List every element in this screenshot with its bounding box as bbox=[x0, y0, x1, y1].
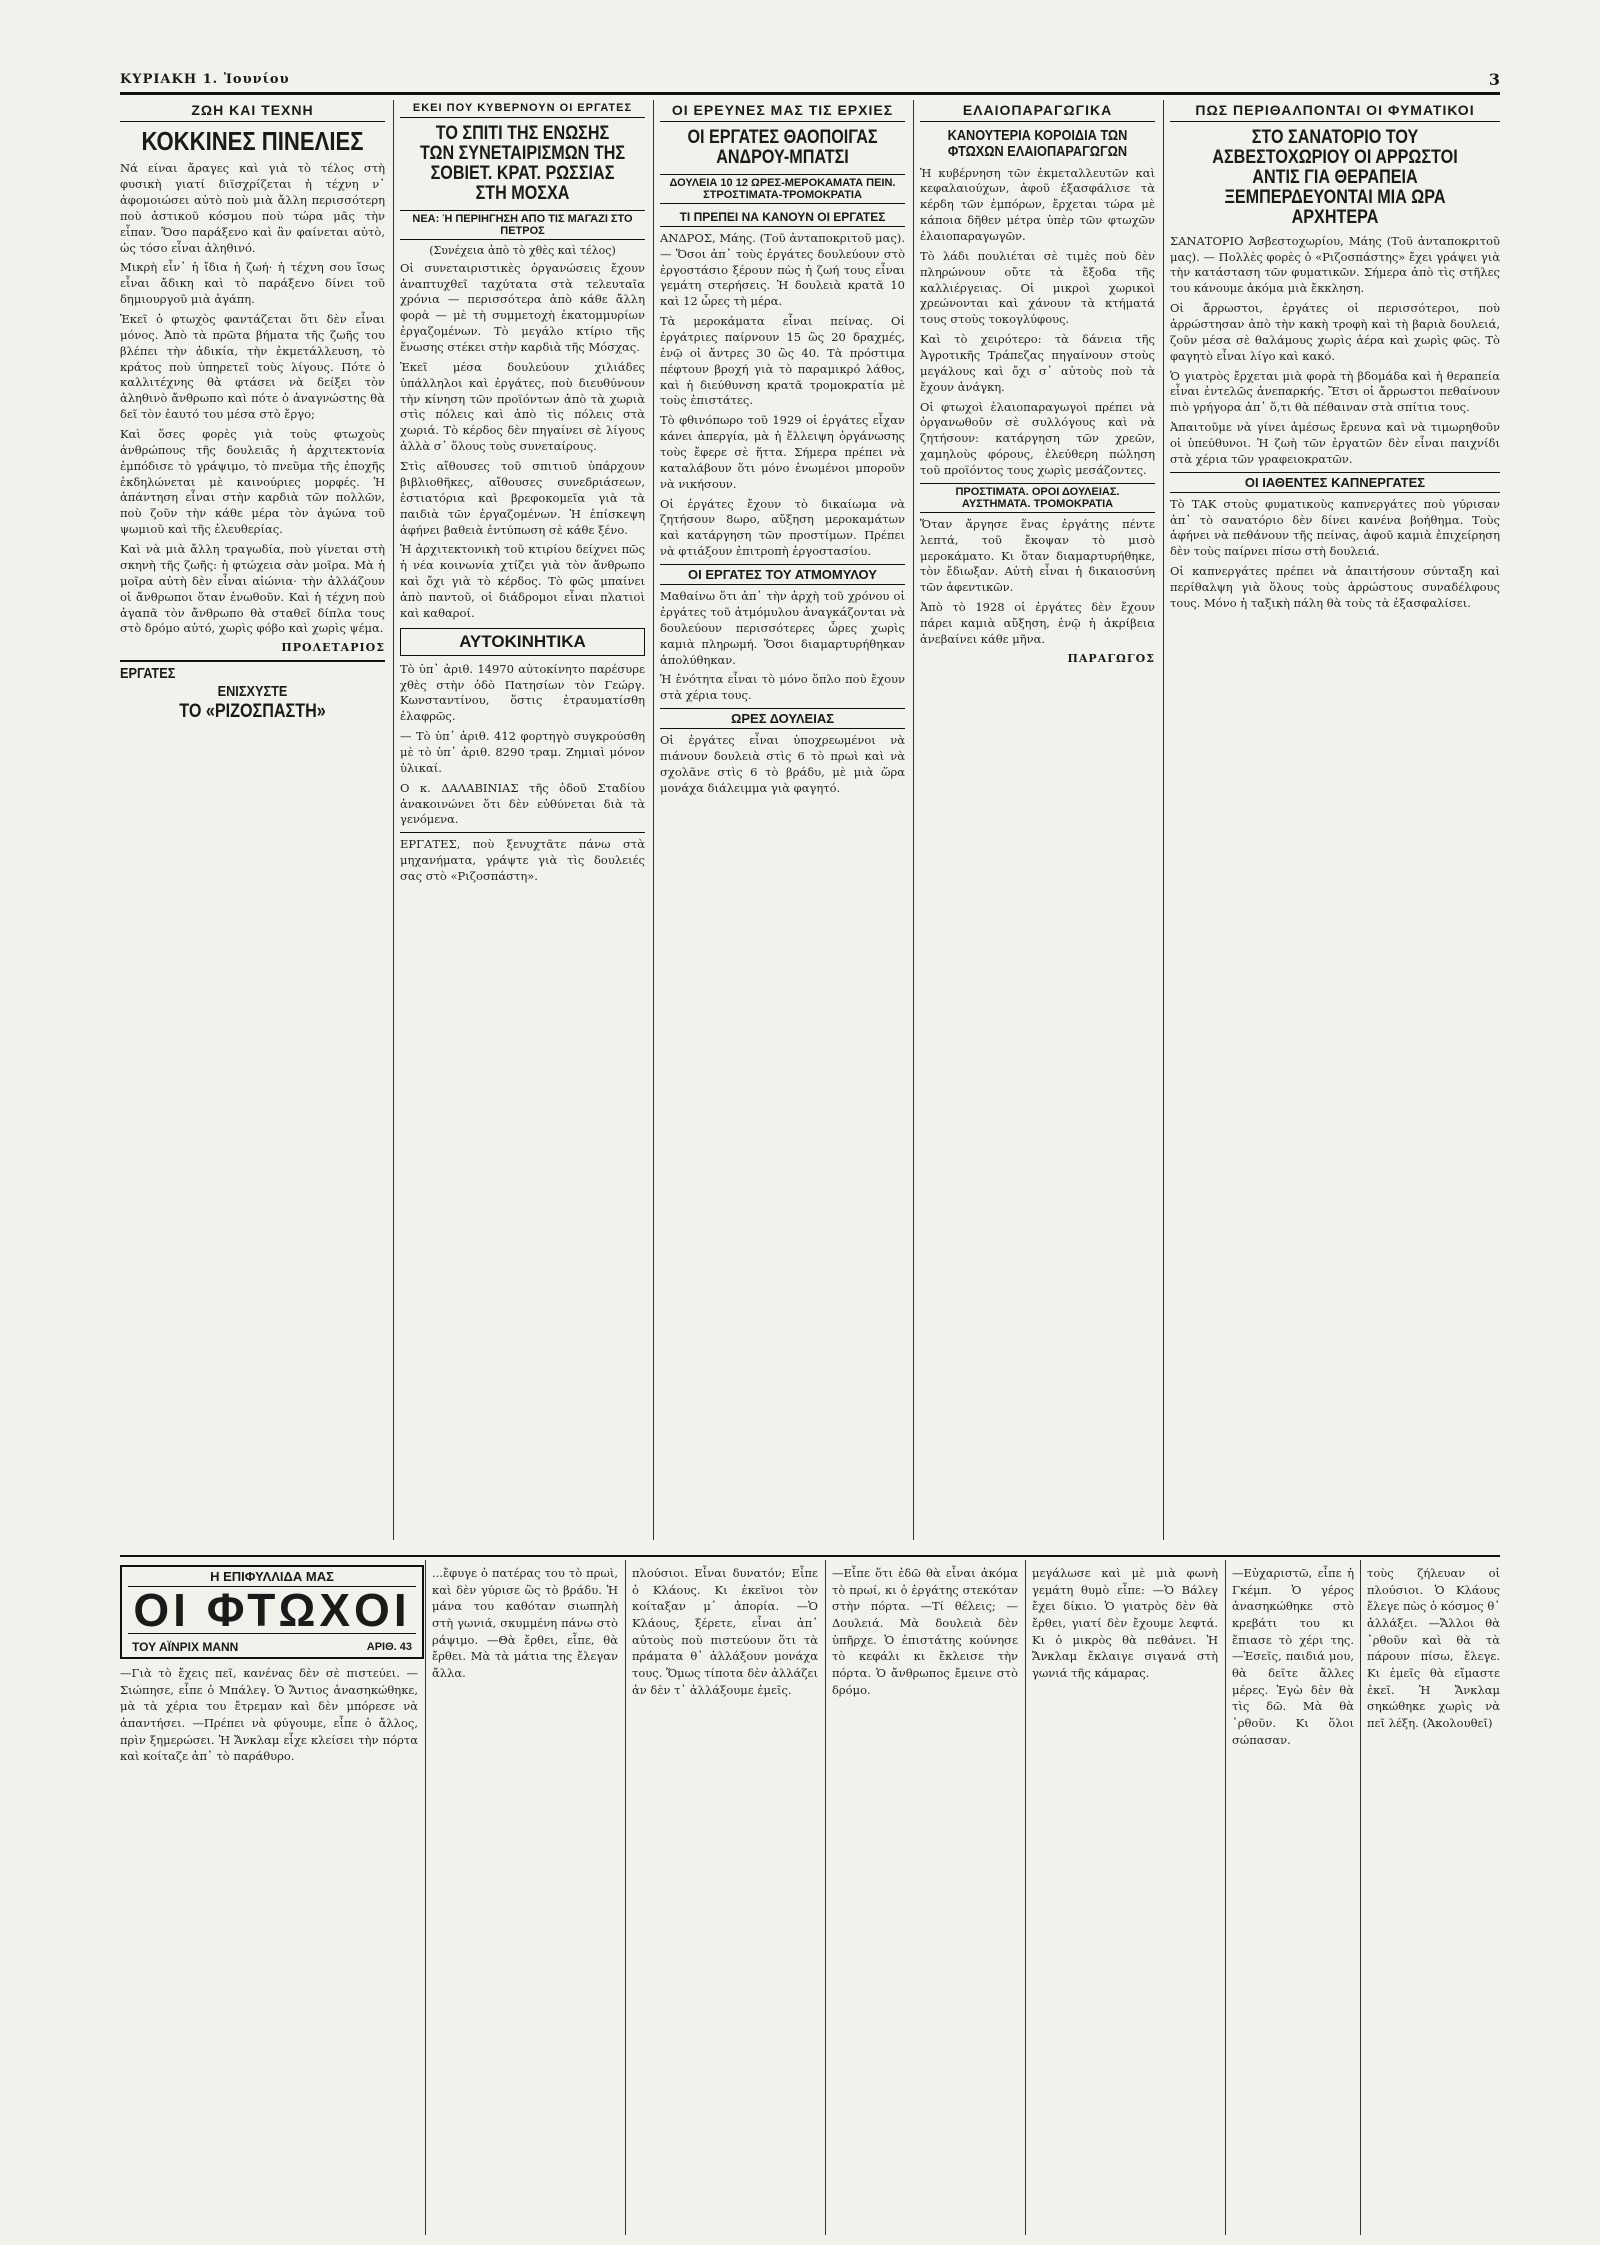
column-soviet-union bbox=[400, 100, 645, 1550]
section-heading-tobacco: ΟΙ ΙΑΘΕΝΤΕΣ ΚΑΠΝΕΡΓΑΤΕΣ bbox=[1170, 472, 1500, 493]
article-paragraph: Ἐκεῖ ὁ φτωχὸς φαντάζεται ὅτι δὲν εἶναι μόνος. Ἀπὸ τὰ πρῶτα βήματα τῆς ζωῆς του βλέπει τὴν ἀδικία, τὴν ἐκμετάλλευση, τὸ κράτος ποὺ ὑπηρετεῖ τοὺς λίγους. Πότε ὁ καλλιτέχνης θὰ φτάσει νὰ δείξει τὸν ἀληθινὸ ἄνθρωπο καὶ πότε ὁ ἀναγνώστης θὰ δεῖ τὸν ἑαυτό του μέσα στὸ ἔργο; bbox=[120, 312, 385, 422]
article-subheadline: ΔΟΥΛΕΙΑ 10 12 ΩΡΕΣ-ΜΕΡΟΚΑΜΑΤΑ ΠΕΙΝ. ΣΤΡΟΣΤΙΜΑΤΑ-ΤΡΟΜΟΚΡΑΤΙΑ bbox=[660, 174, 905, 204]
serial-text: —Εἶπε ὅτι ἐδῶ θὰ εἶναι ἀκόμα τὸ πρωί, κι ὁ ἐργάτης στεκόταν στὴν πόρτα. —Τί θέλεις; —Δουλειά. Μὰ δουλειὰ δὲν ὑπῆρχε. Ὁ ἐπιστάτης κούνησε τὸ κεφάλι κι ἔκλεισε τὴν πόρτα. Ὁ ἄνθρωπος ἔμεινε στὸ δρόμο. bbox=[832, 1566, 1018, 1697]
serial-column bbox=[1032, 1565, 1218, 2235]
section-heading-auto: ΑΥΤΟΚΙΝΗΤΙΚΑ bbox=[400, 628, 645, 656]
section-heading-fines: ΠΡΟΣΤΙΜΑΤΑ. ΟΡΟΙ ΔΟΥΛΕΙΑΣ. ΑΥΣΤΗΜΑΤΑ. ΤΡΟΜΟΚΡΑΤΙΑ bbox=[920, 483, 1155, 513]
serial-text: ...ἔφυγε ὁ πατέρας του τὸ πρωὶ, καὶ δὲν γύρισε ὣς τὸ βράδυ. Ἡ μάνα του καθόταν σιωπηλὴ στὴ γωνιά, σκυμμένη πάνω στὸ ράψιμο. —Θὰ ἔρθει, εἶπε, θὰ ἔρθει. Μὰ τὰ μάτια της ἔλεγαν ἄλλα. bbox=[432, 1566, 618, 1681]
article-paragraph: — Τὸ ὑπ᾽ ἀριθ. 412 φορτηγὸ συγκρούσθη μὲ τὸ ὑπ᾽ ἀριθ. 8290 τραμ. Ζημιαὶ μόνον ὑλικαί. bbox=[400, 729, 645, 775]
serial-column bbox=[432, 1565, 618, 2235]
page-number: 3 bbox=[1488, 70, 1500, 89]
serial-title-box bbox=[120, 1565, 424, 1659]
article-paragraph: Καὶ τὸ χειρότερο: τὰ δάνεια τῆς Ἀγροτικῆς Τράπεζας πηγαίνουν στοὺς μεγάλους καὶ ὄχι σ᾽ αὐτοὺς ποὺ τὰ ἔχουν ἀνάγκη. bbox=[920, 332, 1155, 394]
section-heading-hours: ΩΡΕΣ ΔΟΥΛΕΙΑΣ bbox=[660, 708, 905, 729]
column-rule bbox=[425, 1560, 426, 2235]
fold-rule bbox=[120, 1555, 1500, 1557]
article-paragraph: Οἱ συνεταιριστικὲς ὀργανώσεις ἔχουν ἀναπτυχθεῖ ταχύτατα στὰ τελευταῖα χρόνια — περισσότερα ἀπὸ κάθε ἄλλη φορὰ — μὲ τὴ συμμετοχὴ ἑκατομμυρίων ἐργαζομένων. Τὸ μεγάλο κτίριο τῆς ἕνωσης στέκει στὴν καρδιὰ τῆς Μόσχας. bbox=[400, 260, 645, 355]
column-rule bbox=[393, 100, 394, 1540]
section-kicker: ΟΙ ΕΡΕΥΝΕΣ ΜΑΣ ΤΙΣ ΕΡΧΙΕΣ bbox=[660, 100, 905, 122]
serial-text: τοὺς ζήλευαν οἱ πλούσιοι. Ὁ Κλάους ἔλεγε πὼς ὁ κόσμος θ᾽ ἀλλάξει. —Ἄλλοι θὰ ᾽ρθοῦν καὶ θὰ τὰ πάρουν πίσω, ἔλεγε. Κι ἐμεῖς θὰ εἴμαστε ἐκεῖ. Ἡ Ἄνκλαμ σηκώθηκε χωρὶς νὰ πεῖ λέξη. (Ἀκολουθεῖ) bbox=[1367, 1566, 1500, 1731]
column-rule bbox=[625, 1560, 626, 2235]
serial-column bbox=[120, 1665, 418, 2235]
section-kicker: ΕΚΕΙ ΠΟΥ ΚΥΒΕΡΝΟΥΝ ΟΙ ΕΡΓΑΤΕΣ bbox=[400, 100, 645, 118]
article-paragraph: ΑΝΔΡΟΣ, Μάης. (Τοῦ ἀνταποκριτοῦ μας). — Ὅσοι ἀπ᾽ τοὺς ἐργάτες δουλεύουν στὸ ἐργοστάσιο ξέρουν πὼς ἡ ζωή τους εἶναι γεμάτη στερήσεις. Ἡ δουλειὰ κρατᾶ 10 καὶ 12 ὧρες τὴ μέρα. bbox=[660, 230, 905, 309]
article-subheadline-2: ΤΙ ΠΡΕΠΕΙ ΝΑ ΚΑΝΟΥΝ ΟΙ ΕΡΓΑΤΕΣ bbox=[660, 208, 905, 227]
masthead-date: ΚΥΡΙΑΚΗ 1. Ἰουνίου bbox=[120, 72, 290, 87]
section-heading-mill: ΟΙ ΕΡΓΑΤΕΣ ΤΟΥ ΑΤΜΟΜΥΛΟΥ bbox=[660, 564, 905, 585]
article-paragraph: Οἱ φτωχοὶ ἐλαιοπαραγωγοὶ πρέπει νὰ ὀργανωθοῦν σὲ συλλόγους καὶ νὰ ζητήσουν: κατάργηση τῶν χρεῶν, χαμηλοὺς φόρους, ἐλεύθερη πώληση τοῦ προϊόντος τους χωρὶς μεσάζοντες. bbox=[920, 399, 1155, 477]
article-headline: ΚΑΝΟΥΤΕΡΙΑ ΚΟΡΟΙΔΙΑ ΤΩΝ ΦΤΩΧΩΝ ΕΛΑΙΟΠΑΡΑΓΩΓΩΝ bbox=[947, 127, 1128, 160]
article-headline: ΤΟ ΣΠΙΤΙ ΤΗΣ ΕΝΩΣΗΣ ΤΩΝ ΣΥΝΕΤΑΙΡΙΣΜΩΝ ΤΗΣ ΣΟΒΙΕΤ. ΚΡΑΤ. ΡΩΣΣΙΑΣ ΣΤΗ ΜΟΣΧΑ bbox=[419, 123, 626, 204]
article-headline: ΟΙ ΕΡΓΑΤΕΣ ΘΑΟΠΟΙΓΑΣ ΑΝΔΡΟΥ-ΜΠΑΤΣΙ bbox=[687, 127, 878, 168]
serial-label: Η ΕΠΙΦΥΛΛΙΔΑ ΜΑΣ bbox=[210, 1569, 334, 1584]
article-paragraph: Καὶ ὅσες φορὲς γιὰ τοὺς φτωχοὺς ἀνθρώπους τῆς δουλειᾶς ἡ ἀρχιτεκτονία ἐμπόδισε τὸ γράψιμο, τὸ πνεῦμα τῆς ἐποχῆς ἐκδηλώνεται μὲ καινούριες μορφές. Ἡ ἀπάντηση εἶναι στὴν καρδιὰ τῶν πολλῶν, ποὺ ζοῦν τὴν κάθε μέρα τὸν ἀγώνα τοῦ ψωμιοῦ καὶ τῆς ἐλευθερίας. bbox=[120, 427, 385, 537]
article-paragraph: ΣΑΝΑΤΟΡΙΟ Ἀσβεστοχωρίου, Μάης (Τοῦ ἀνταποκριτοῦ μας). — Πολλὲς φορὲς ὁ «Ριζοσπάστης» ἔχει γράψει γιὰ τὴν κατάσταση τῶν φυματικῶν. Σήμερα ἀπὸ τὶς στῆλες του κάνουμε ἀκόμα μιὰ ἔκκληση. bbox=[1170, 233, 1500, 296]
article-paragraph: Ἀπαιτοῦμε νὰ γίνει ἀμέσως ἔρευνα καὶ νὰ τιμωρηθοῦν οἱ ὑπεύθυνοι. Ἡ ζωὴ τῶν ἐργατῶν δὲν εἶναι παιχνίδι στὰ χέρια τῶν γραφειοκρατῶν. bbox=[1170, 420, 1500, 466]
column-art-life bbox=[120, 100, 385, 1550]
column-sanatorium bbox=[1170, 100, 1500, 1550]
column-rule bbox=[1360, 1560, 1361, 2235]
serial-column bbox=[1367, 1565, 1500, 2235]
article-paragraph: Νά είναι ἄραγες καὶ γιὰ τὸ τέλος στὴ φυσικὴ γιατί διϊσχρίζεται ἡ τέχνη ν᾽ ἀφομοιώσει αὐτὸ ποὺ μιὰ ἄλλη περισσότερη ποὺ ἀστικοῦ κόσμου ποὺ τώρα μᾶς τὴν εἶπαν. Ὅσο παράξενο καὶ ἂν φαίνεται αὐτὸ, ὡς τόσο εἶναι ἀληθινό. bbox=[120, 161, 385, 255]
article-paragraph: ΕΡΓΑΤΕΣ, ποὺ ξενυχτᾶτε πάνω στὰ μηχανήματα, γράψτε γιὰ τὶς δουλειές σας στὸ «Ριζοσπάστη». bbox=[400, 832, 645, 885]
article-paragraph: Μικρὴ εἶν᾽ ἡ ἴδια ἡ ζωή· ἡ τέχνη σου ἴσως εἶναι ἄδικη καὶ τὸ παράξενο δίνει τοῦ δημιουργοῦ μιὰ ἀγάπη. bbox=[120, 260, 385, 307]
article-paragraph: Ἡ κυβέρνηση τῶν ἐκμεταλλευτῶν καὶ κεφαλαιούχων, ἀφοῦ ἐξασφάλισε τὰ κέρδη τῶν ἐμπόρων, ἔρχεται τώρα μὲ κάποια δῆθεν μέτρα ὑπὲρ τῶν φτωχῶν ἐλαιοπαραγωγῶν. bbox=[920, 165, 1155, 243]
column-rule bbox=[1163, 100, 1164, 1540]
column-rule bbox=[1225, 1560, 1226, 2235]
article-signature: ΠΑΡΑΓΩΓΟΣ bbox=[1067, 651, 1155, 665]
serial-episode: ΑΡΙΘ. 43 bbox=[366, 1641, 412, 1653]
serial-author: ΤΟΥ ΑΪΝΡΙΧ ΜΑΝΝ bbox=[132, 1640, 239, 1654]
article-headline: ΣΤΟ ΣΑΝΑΤΟΡΙΟ ΤΟΥ ΑΣΒΕΣΤΟΧΩΡΙΟΥ ΟΙ ΑΡΡΩΣΤΟΙ ΑΝΤΙΣ ΓΙΑ ΘΕΡΑΠΕΙΑ ΞΕΜΠΕΡΔΕΥΟΝΤΑΙ ΜΙΑ ΩΡΑ ΑΡΧΗΤΕΡΑ bbox=[1212, 127, 1458, 228]
article-paragraph: Οἱ ἐργάτες ἔχουν τὸ δικαίωμα νὰ ζητήσουν 8ωρο, αὔξηση μεροκαμάτων καὶ κατάργηση τῶν προστίμων. Πρέπει νὰ φτιάξουν ἐπιτροπὴ ἐργοστασίου. bbox=[660, 496, 905, 559]
serial-column bbox=[1232, 1565, 1354, 2235]
article-paragraph: Ἀπὸ τὸ 1928 οἱ ἐργάτες δὲν ἔχουν πάρει καμιὰ αὔξηση, ἐνῷ ἡ ἀκρίβεια ἀνεβαίνει κάθε μῆνα. bbox=[920, 600, 1155, 646]
article-paragraph: Τὸ λάδι πουλιέται σὲ τιμὲς ποὺ δὲν πληρώνουν οὔτε τὰ ἔξοδα τῆς καλλιέργειας. Οἱ μικροὶ χωρικοὶ χρεώνονται καὶ χάνουν τὰ κτήματά τους στοὺς τοκογλύφους. bbox=[920, 248, 1155, 327]
banner-line-1: ΕΡΓΑΤΕΣ bbox=[120, 665, 176, 683]
column-andros-workers bbox=[660, 100, 905, 1550]
serial-text: —Γιὰ τὸ ἔχεις πεῖ, κανένας δὲν σὲ πιστεύει. —Σιώπησε, εἶπε ὁ Μπάλεγ. Ὁ Ἄντιος ἀνασηκώθηκε, μὰ τὰ χέρια του ἔτρεμαν καὶ δὲν μπόρεσε νὰ ἀπαντήσει. —Πρέπει νὰ φύγουμε, εἶπε ὁ ἄλλος, πρὶν ξημερώσει. Ἡ Ἄνκλαμ εἶχε κλείσει τὴν πόρτα καὶ κοίταζε ἀπ᾽ τὸ παράθυρο. bbox=[120, 1666, 418, 1764]
article-paragraph: Οἱ ἐργάτες εἶναι ὑποχρεωμένοι νὰ πιάνουν δουλειὰ στὶς 6 τὸ πρωὶ καὶ νὰ σχολᾶνε στὶς 6 τὸ βράδυ, μὲ μιὰ ὥρα μονάχα διάλειμμα γιὰ φαγητό. bbox=[660, 733, 905, 795]
article-paragraph: Καὶ νὰ μιὰ ἄλλη τραγωδία, ποὺ γίνεται στὴ σκηνὴ τῆς ζωῆς: ἡ φτώχεια σὰν μοῖρα. Μὰ ἡ μοῖρα αὐτὴ δὲν εἶναι αἰώνια· τὴν ἀλλάζουν οἱ ἄνθρωποι ὅταν ἑνωθοῦν. Καὶ ἡ τέχνη ποὺ ἀγαπᾶ τὸν ἄνθρωπο θὰ σταθεῖ δίπλα τους στὸ δρόμο αὐτό, χωρὶς φόβο καὶ χωρὶς ψέμα. bbox=[120, 542, 385, 636]
article-signature: ΠΡΟΛΕΤΑΡΙΟΣ bbox=[281, 641, 385, 655]
banner-line-2: ΕΝΙΣΧΥΣΤΕ bbox=[217, 682, 288, 700]
column-rule bbox=[653, 100, 654, 1540]
article-subheadline: ΝΕΑ: Ή ΠΕΡΙΗΓΗΣΗ ΑΠΟ ΤΙΣ ΜΑΓΑΖΙ ΣΤΟ ΠΕΤΡΟΣ bbox=[400, 210, 645, 240]
serial-text: —Εὐχαριστῶ, εἶπε ἡ Γκέμπ. Ὁ γέρος ἀνασηκώθηκε στὸ κρεβάτι του κι ἔπιασε τὸ χέρι της. —Ἐσεῖς, παιδιά μου, θὰ δεῖτε ἄλλες μέρες. Ἐγὼ δὲν θὰ τὶς δῶ. Μὰ θὰ ᾽ρθοῦν. Κι ὅλοι σώπασαν. bbox=[1232, 1566, 1354, 1747]
banner-line-3: ΤΟ «ΡΙΖΟΣΠΑΣΤΗ» bbox=[179, 700, 326, 722]
article-paragraph: Ο κ. ΔΑΛΑΒΙΝΙΑΣ τῆς ὁδοῦ Σταδίου ἀνακοινώνει ὅτι δὲν εὐθύνεται διὰ τὰ γενόμενα. bbox=[400, 780, 645, 827]
article-paragraph: Οἱ ἄρρωστοι, ἐργάτες οἱ περισσότεροι, ποὺ ἀρρώστησαν ἀπὸ τὴν κακὴ τροφὴ καὶ τὴ βαριὰ δουλειά, ζοῦν μέσα σὲ θαλάμους χωρὶς ἀέρα καὶ χωρὶς φῶς. Τὸ φαγητὸ εἶναι λίγο καὶ κακό. bbox=[1170, 301, 1500, 363]
section-kicker: ΖΩΗ ΚΑΙ ΤΕΧΝΗ bbox=[120, 100, 385, 122]
top-rule bbox=[120, 92, 1500, 95]
serial-title: ΟΙ ΦΤΩΧΟΙ bbox=[128, 1586, 416, 1634]
section-kicker: ΠΩΣ ΠΕΡΙΘΑΛΠΟΝΤΑΙ ΟΙ ΦΥΜΑΤΙΚΟΙ bbox=[1170, 100, 1500, 122]
article-paragraph: Ἡ ἀρχιτεκτονικὴ τοῦ κτιρίου δείχνει πῶς ἡ νέα κοινωνία χτίζει γιὰ τὸν ἄνθρωπο καὶ ὄχι γιὰ τὸ κέρδος. Τὸ φῶς μπαίνει ἀπὸ παντοῦ, οἱ διάδρομοι εἶναι πλατιοὶ καὶ καθαροί. bbox=[400, 542, 645, 620]
section-kicker: ΕΛΑΙΟΠΑΡΑΓΩΓΙΚΑ bbox=[920, 100, 1155, 122]
serial-column bbox=[632, 1565, 818, 2235]
article-paragraph: Τὸ φθινόπωρο τοῦ 1929 οἱ ἐργάτες εἶχαν κάνει ἀπεργία, μὰ ἡ ἔλλειψη ὀργάνωσης τοὺς ἔφερε σὲ ἥττα. Σήμερα πρέπει νὰ καταλάβουν ὅτι μόνο ἑνωμένοι μποροῦν νὰ νικήσουν. bbox=[660, 413, 905, 491]
article-paragraph: Ἡ ἑνότητα εἶναι τὸ μόνο ὅπλο ποὺ ἔχουν στὰ χέρια τους. bbox=[660, 672, 905, 703]
article-headline: ΚΟΚΚΙΝΕΣ ΠΙΝΕΛΙΕΣ bbox=[141, 126, 364, 156]
article-paragraph: Ὁ γιατρὸς ἔρχεται μιὰ φορὰ τὴ βδομάδα καὶ ἡ θεραπεία εἶναι ἐντελῶς ἀνεπαρκής. Ἔτσι οἱ ἄρρωστοι πεθαίνουν πιὸ γρήγορα ἀπ᾽ ὅ,τι θὰ πέθαιναν στὰ σπίτια τους. bbox=[1170, 368, 1500, 415]
article-dateline: (Συνέχεια ἀπὸ τὸ χθὲς καὶ τέλος) bbox=[429, 243, 616, 257]
article-paragraph: Τὸ ὑπ᾽ ἀριθ. 14970 αὐτοκίνητο παρέσυρε χθὲς στὴν ὁδὸ Πατησίων τὸν Γεώργ. Κωνσταντίνου, ὅστις ἐτραυματίσθη ἐλαφρῶς. bbox=[400, 661, 645, 724]
column-rule bbox=[913, 100, 914, 1540]
article-paragraph: Μαθαίνω ὅτι ἀπ᾽ τὴν ἀρχὴ τοῦ χρόνου οἱ ἐργάτες τοῦ ἀτμόμυλου ἀναγκάζονται νὰ δουλεύουν περισσότερες ὧρες χωρὶς καμιὰ πληρωμή. Ὅσοι διαμαρτυρήθηκαν ἀπολύθηκαν. bbox=[660, 589, 905, 667]
article-paragraph: Τὸ ΤΑΚ στοὺς φυματικοὺς καπνεργάτες ποὺ γύρισαν ἀπ᾽ τὸ σανατόριο δὲν δίνει κανένα βοήθημα. Τοὺς ἀφήνει νὰ πεθάνουν τῆς πείνας, ἀφοῦ καμιὰ ἐπιχείρηση δὲν τοὺς παίρνει πίσω στὴ δουλειά. bbox=[1170, 496, 1500, 559]
article-paragraph: Ἐκεῖ μέσα δουλεύουν χιλιάδες ὑπάλληλοι καὶ ἐργάτες, ποὺ διευθύνουν τὴν κίνηση τῶν προϊόντων ἀπὸ τὰ χωριὰ στὶς πόλεις καὶ ἀπὸ τὶς πόλεις στὰ χωριά. Τὸ κέρδος δὲν πηγαίνει σὲ λίγους ἀλλὰ σ᾽ ὅλους τοὺς συνεταίρους. bbox=[400, 359, 645, 454]
column-olive-producers bbox=[920, 100, 1155, 1550]
serial-column bbox=[832, 1565, 1018, 2235]
column-rule bbox=[825, 1560, 826, 2235]
article-paragraph: Στὶς αἴθουσες τοῦ σπιτιοῦ ὑπάρχουν βιβλιοθῆκες, αἴθουσες συνεδριάσεων, ἐστιατόρια καὶ βρεφοκομεῖα γιὰ τὰ παιδιὰ τῶν ἐργαζομένων. Ἡ ἐπίσκεψη ἀφήνει βαθειὰ ἐντύπωση σὲ κάθε ξένο. bbox=[400, 459, 645, 537]
masthead bbox=[120, 70, 1500, 92]
article-paragraph: Τὰ μεροκάματα εἶναι πείνας. Οἱ ἐργάτριες παίρνουν 15 ὣς 20 δραχμές, ἐνῷ οἱ ἄντρες 30 ὣς 40. Τὰ πρόστιμα πέφτουν βροχή γιὰ τὸ παραμικρό λάθος, καὶ ἡ διεύθυνση κρατᾶ τρομοκρατία μὲ τοὺς ἐπιστάτες. bbox=[660, 314, 905, 408]
serial-text: μεγάλωσε καὶ μὲ μιὰ φωνὴ γεμάτη θυμὸ εἶπε: —Ὁ Βάλεγ ἔχει δίκιο. Ὁ γιατρὸς δὲν θὰ ἔρθει, γιατί δὲν ἔχουμε λεφτά. Κι ὁ μικρὸς θὰ πεθάνει. Ἡ Ἄνκλαμ ἔκλαιγε σιγανά στὴ γωνιά τῆς κάμαρας. bbox=[1032, 1566, 1218, 1681]
support-banner bbox=[120, 660, 385, 721]
serial-text: πλούσιοι. Εἶναι δυνατόν; Εἶπε ὁ Κλάους. Κι ἐκεῖνοι τὸν κοίταξαν μ᾽ ἀπορία. —Ὁ Κλάους, ξέρετε, εἶναι ἀπ᾽ αὐτοὺς ποὺ πιστεύουν ὅτι τὰ πράματα θ᾽ ἀλλάξουν μονάχα τους. Ὅμως τίποτα δὲν ἀλλάζει ἀν δὲν τ᾽ ἀλλάξουμε ἐμεῖς. bbox=[632, 1566, 818, 1697]
column-rule bbox=[1025, 1560, 1026, 2235]
article-paragraph: Οἱ καπνεργάτες πρέπει νὰ ἀπαιτήσουν σύνταξη καὶ περίθαλψη γιὰ ὅλους τοὺς ἀρρώστους συναδέλφους τους. Μόνο ἡ ταξικὴ πάλη θὰ τοὺς τὰ ἐξασφαλίσει. bbox=[1170, 564, 1500, 610]
article-paragraph: Ὅταν ἄργησε ἕνας ἐργάτης πέντε λεπτά, τοῦ ἔκοψαν τὸ μισὸ μεροκάματο. Κι ὅταν διαμαρτυρήθηκε, τὸν ἔδιωξαν. Αὐτὴ εἶναι ἡ δικαιοσύνη τῶν ἀφεντικῶν. bbox=[920, 516, 1155, 595]
